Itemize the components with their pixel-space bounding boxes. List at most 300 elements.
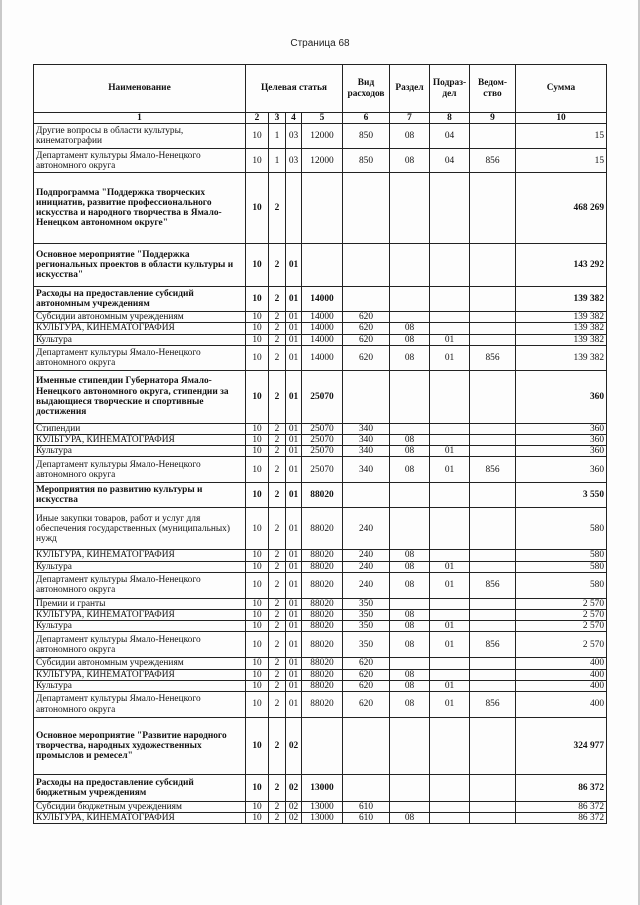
row-subsection	[430, 323, 470, 334]
row-department	[470, 423, 516, 434]
row-expense-type: 610	[343, 813, 390, 824]
row-subsection: 04	[430, 149, 470, 173]
column-number: 8	[430, 113, 470, 124]
row-target-event: 01	[286, 561, 302, 572]
row-section: 08	[390, 610, 430, 621]
row-subsection: 01	[430, 632, 470, 658]
row-section: 08	[390, 813, 430, 824]
table-row	[34, 598, 607, 609]
row-expense-type: 850	[343, 149, 390, 173]
row-name: Субсидии бюджетным учреждениям	[34, 802, 246, 813]
row-target-program: 10	[246, 334, 269, 345]
row-name: Расходы на предоставление субсидий автономным учреждениям	[34, 287, 246, 312]
row-target-subprogram: 2	[269, 287, 286, 312]
row-expense-type: 610	[343, 802, 390, 813]
row-target-code: 12000	[302, 149, 343, 173]
row-subsection: 01	[430, 692, 470, 718]
row-name: Культура	[34, 680, 246, 691]
row-expense-type	[343, 244, 390, 287]
row-target-event: 02	[286, 802, 302, 813]
row-target-program: 10	[246, 287, 269, 312]
row-target-subprogram: 2	[269, 446, 286, 457]
row-subsection: 01	[430, 446, 470, 457]
row-expense-type: 850	[343, 124, 390, 149]
row-target-program: 10	[246, 632, 269, 658]
row-expense-type: 350	[343, 621, 390, 632]
row-section	[390, 598, 430, 609]
row-expense-type	[343, 718, 390, 775]
table-row	[34, 124, 607, 149]
row-name: Культура	[34, 561, 246, 572]
row-name: Департамент культуры Ямало-Ненецкого автономного округа	[34, 149, 246, 173]
row-target-program: 10	[246, 423, 269, 434]
row-sum: 15	[516, 124, 607, 149]
row-section	[390, 423, 430, 434]
row-section: 08	[390, 632, 430, 658]
row-name: Субсидии автономным учреждениям	[34, 658, 246, 669]
header-section: Раздел	[390, 65, 430, 113]
row-sum: 2 570	[516, 621, 607, 632]
row-expense-type: 240	[343, 550, 390, 561]
table-row	[34, 323, 607, 334]
row-name: Подпрограмма "Поддержка творческих инициатив, развитие профессионального искусства и народного творчества в Ямало-Ненецком автономном округе"	[34, 173, 246, 244]
row-target-program: 10	[246, 610, 269, 621]
row-department	[470, 775, 516, 802]
row-expense-type	[343, 775, 390, 802]
row-name: Департамент культуры Ямало-Ненецкого автономного округа	[34, 345, 246, 370]
row-name: Иные закупки товаров, работ и услуг для обеспечения государственных (муниципальных) нужд	[34, 508, 246, 550]
row-target-event: 01	[286, 508, 302, 550]
row-sum: 2 570	[516, 632, 607, 658]
row-section: 08	[390, 149, 430, 173]
row-target-program: 10	[246, 446, 269, 457]
row-department	[470, 680, 516, 691]
row-section: 08	[390, 572, 430, 598]
row-department	[470, 435, 516, 446]
header-target: Целевая статья	[246, 65, 343, 113]
header-exp-type: Вид расходов	[343, 65, 390, 113]
row-target-event: 01	[286, 621, 302, 632]
row-sum: 139 382	[516, 312, 607, 323]
row-target-subprogram: 2	[269, 775, 286, 802]
table-row	[34, 561, 607, 572]
row-subsection	[430, 423, 470, 434]
row-expense-type: 620	[343, 669, 390, 680]
column-number-row	[34, 113, 607, 124]
row-expense-type: 350	[343, 632, 390, 658]
row-subsection: 01	[430, 457, 470, 483]
column-number: 1	[34, 113, 246, 124]
column-number: 5	[302, 113, 343, 124]
table-row	[34, 345, 607, 370]
row-target-subprogram: 2	[269, 680, 286, 691]
row-department	[470, 370, 516, 423]
row-target-program: 10	[246, 244, 269, 287]
row-target-event: 01	[286, 370, 302, 423]
table-row	[34, 692, 607, 718]
row-sum: 400	[516, 692, 607, 718]
row-name: Стипендии	[34, 423, 246, 434]
row-target-event: 01	[286, 345, 302, 370]
row-target-program: 10	[246, 435, 269, 446]
row-department	[470, 287, 516, 312]
row-target-code: 25070	[302, 435, 343, 446]
row-target-code: 14000	[302, 312, 343, 323]
row-department	[470, 508, 516, 550]
table-row	[34, 173, 607, 244]
row-name: Департамент культуры Ямало-Ненецкого автономного округа	[34, 632, 246, 658]
row-target-code: 88020	[302, 669, 343, 680]
row-target-event: 01	[286, 446, 302, 457]
row-target-code	[302, 718, 343, 775]
table-row	[34, 669, 607, 680]
row-subsection	[430, 718, 470, 775]
row-name: Расходы на предоставление субсидий бюджетным учреждениям	[34, 775, 246, 802]
table-row	[34, 446, 607, 457]
page-number: Страница 68	[290, 38, 350, 49]
row-target-event: 01	[286, 334, 302, 345]
row-name: Культура	[34, 446, 246, 457]
row-target-program: 10	[246, 173, 269, 244]
row-target-code: 88020	[302, 610, 343, 621]
row-section	[390, 244, 430, 287]
row-target-subprogram: 2	[269, 435, 286, 446]
row-sum: 86 372	[516, 802, 607, 813]
row-name: КУЛЬТУРА, КИНЕМАТОГРАФИЯ	[34, 669, 246, 680]
row-target-code: 14000	[302, 345, 343, 370]
row-name: КУЛЬТУРА, КИНЕМАТОГРАФИЯ	[34, 550, 246, 561]
row-sum: 580	[516, 550, 607, 561]
row-sum: 86 372	[516, 775, 607, 802]
row-target-event: 01	[286, 632, 302, 658]
table-row	[34, 287, 607, 312]
column-number: 4	[286, 113, 302, 124]
row-subsection	[430, 435, 470, 446]
table-row	[34, 813, 607, 824]
row-target-subprogram: 2	[269, 598, 286, 609]
row-name: Департамент культуры Ямало-Ненецкого автономного округа	[34, 572, 246, 598]
row-name: КУЛЬТУРА, КИНЕМАТОГРАФИЯ	[34, 610, 246, 621]
row-target-code: 88020	[302, 561, 343, 572]
row-name: Премии и гранты	[34, 598, 246, 609]
row-section: 08	[390, 446, 430, 457]
row-section: 08	[390, 435, 430, 446]
row-sum: 400	[516, 658, 607, 669]
row-target-subprogram: 2	[269, 561, 286, 572]
row-expense-type: 620	[343, 692, 390, 718]
table-row	[34, 244, 607, 287]
row-section	[390, 312, 430, 323]
row-target-event: 02	[286, 813, 302, 824]
row-target-program: 10	[246, 718, 269, 775]
row-section: 08	[390, 334, 430, 345]
row-target-subprogram: 2	[269, 323, 286, 334]
row-target-code: 14000	[302, 287, 343, 312]
row-sum: 360	[516, 370, 607, 423]
row-target-program: 10	[246, 457, 269, 483]
row-target-code: 88020	[302, 692, 343, 718]
row-sum: 3 550	[516, 483, 607, 508]
row-name: КУЛЬТУРА, КИНЕМАТОГРАФИЯ	[34, 323, 246, 334]
row-department: 856	[470, 572, 516, 598]
row-target-subprogram: 2	[269, 621, 286, 632]
table-row	[34, 508, 607, 550]
row-section: 08	[390, 550, 430, 561]
row-target-subprogram: 2	[269, 508, 286, 550]
row-target-event: 02	[286, 775, 302, 802]
row-subsection	[430, 483, 470, 508]
row-target-code: 88020	[302, 550, 343, 561]
row-target-code: 25070	[302, 370, 343, 423]
table-row	[34, 658, 607, 669]
row-target-code: 88020	[302, 680, 343, 691]
row-subsection	[430, 287, 470, 312]
column-number: 10	[516, 113, 607, 124]
row-sum: 580	[516, 508, 607, 550]
row-department: 856	[470, 692, 516, 718]
row-expense-type: 620	[343, 334, 390, 345]
row-subsection	[430, 312, 470, 323]
row-target-subprogram: 2	[269, 658, 286, 669]
row-name: Департамент культуры Ямало-Ненецкого автономного округа	[34, 692, 246, 718]
row-expense-type: 620	[343, 658, 390, 669]
row-target-subprogram: 2	[269, 173, 286, 244]
row-name: КУЛЬТУРА, КИНЕМАТОГРАФИЯ	[34, 813, 246, 824]
row-target-program: 10	[246, 345, 269, 370]
row-target-subprogram: 2	[269, 669, 286, 680]
row-target-event: 01	[286, 598, 302, 609]
row-department	[470, 802, 516, 813]
row-target-program: 10	[246, 370, 269, 423]
row-expense-type	[343, 287, 390, 312]
row-department	[470, 124, 516, 149]
row-target-program: 10	[246, 323, 269, 334]
row-subsection	[430, 802, 470, 813]
row-target-code: 25070	[302, 446, 343, 457]
row-target-event: 03	[286, 124, 302, 149]
row-target-subprogram: 2	[269, 312, 286, 323]
row-section	[390, 775, 430, 802]
row-department	[470, 446, 516, 457]
row-expense-type: 620	[343, 680, 390, 691]
header-name: Наименование	[34, 65, 246, 113]
row-name: Основное мероприятие "Поддержка региональных проектов в области культуры и искусства"	[34, 244, 246, 287]
row-subsection	[430, 610, 470, 621]
row-target-program: 10	[246, 149, 269, 173]
row-target-event: 01	[286, 550, 302, 561]
row-target-event: 01	[286, 435, 302, 446]
row-section: 08	[390, 323, 430, 334]
row-target-event: 01	[286, 572, 302, 598]
row-target-code: 88020	[302, 658, 343, 669]
row-target-code: 14000	[302, 334, 343, 345]
row-sum: 86 372	[516, 813, 607, 824]
row-sum: 2 570	[516, 610, 607, 621]
row-name: Другие вопросы в области культуры, кинематографии	[34, 124, 246, 149]
row-target-code	[302, 173, 343, 244]
row-department	[470, 312, 516, 323]
row-target-subprogram: 2	[269, 550, 286, 561]
row-expense-type	[343, 370, 390, 423]
row-target-program: 10	[246, 124, 269, 149]
row-target-subprogram: 2	[269, 572, 286, 598]
row-sum: 468 269	[516, 173, 607, 244]
row-target-code: 25070	[302, 457, 343, 483]
row-section: 08	[390, 561, 430, 572]
row-subsection	[430, 508, 470, 550]
row-expense-type: 350	[343, 610, 390, 621]
table-row	[34, 435, 607, 446]
table-row	[34, 621, 607, 632]
row-subsection	[430, 658, 470, 669]
row-department: 856	[470, 345, 516, 370]
table-row	[34, 718, 607, 775]
row-section	[390, 718, 430, 775]
row-section: 08	[390, 621, 430, 632]
row-section	[390, 483, 430, 508]
row-target-event: 01	[286, 323, 302, 334]
row-expense-type: 340	[343, 423, 390, 434]
row-expense-type: 340	[343, 446, 390, 457]
row-target-subprogram: 1	[269, 149, 286, 173]
row-target-subprogram: 1	[269, 124, 286, 149]
row-sum: 139 382	[516, 334, 607, 345]
column-number: 6	[343, 113, 390, 124]
column-number: 2	[246, 113, 269, 124]
row-target-event: 01	[286, 658, 302, 669]
row-sum: 400	[516, 669, 607, 680]
row-subsection: 01	[430, 680, 470, 691]
row-target-event: 03	[286, 149, 302, 173]
row-target-code: 88020	[302, 632, 343, 658]
row-expense-type: 340	[343, 457, 390, 483]
row-section	[390, 173, 430, 244]
table-row	[34, 775, 607, 802]
row-target-code	[302, 244, 343, 287]
row-subsection: 01	[430, 334, 470, 345]
row-section	[390, 658, 430, 669]
table-row	[34, 802, 607, 813]
row-target-subprogram: 2	[269, 632, 286, 658]
row-target-event	[286, 173, 302, 244]
row-target-program: 10	[246, 692, 269, 718]
row-sum: 580	[516, 572, 607, 598]
row-sum: 360	[516, 446, 607, 457]
row-target-subprogram: 2	[269, 457, 286, 483]
row-department	[470, 598, 516, 609]
row-expense-type: 620	[343, 345, 390, 370]
row-name: Культура	[34, 334, 246, 345]
row-department: 856	[470, 149, 516, 173]
row-expense-type: 620	[343, 312, 390, 323]
row-target-event: 01	[286, 312, 302, 323]
row-expense-type	[343, 483, 390, 508]
row-subsection: 01	[430, 561, 470, 572]
row-subsection: 04	[430, 124, 470, 149]
table-row	[34, 457, 607, 483]
table-row	[34, 572, 607, 598]
row-expense-type: 350	[343, 598, 390, 609]
row-target-event: 01	[286, 669, 302, 680]
row-department	[470, 334, 516, 345]
row-section: 08	[390, 124, 430, 149]
row-expense-type: 240	[343, 561, 390, 572]
row-section: 08	[390, 457, 430, 483]
row-target-subprogram: 2	[269, 692, 286, 718]
row-target-program: 10	[246, 550, 269, 561]
row-sum: 580	[516, 561, 607, 572]
row-subsection: 01	[430, 621, 470, 632]
table-row	[34, 334, 607, 345]
row-subsection	[430, 173, 470, 244]
row-target-program: 10	[246, 572, 269, 598]
row-target-event: 02	[286, 718, 302, 775]
row-target-program: 10	[246, 312, 269, 323]
table-row	[34, 550, 607, 561]
row-target-subprogram: 2	[269, 483, 286, 508]
row-target-program: 10	[246, 669, 269, 680]
row-department	[470, 669, 516, 680]
header-sum: Сумма	[516, 65, 607, 113]
row-department	[470, 621, 516, 632]
row-subsection	[430, 598, 470, 609]
row-name: КУЛЬТУРА, КИНЕМАТОГРАФИЯ	[34, 435, 246, 446]
row-section	[390, 802, 430, 813]
row-target-code: 25070	[302, 423, 343, 434]
row-subsection	[430, 669, 470, 680]
row-name: Основное мероприятие "Развитие народного творчества, народных художественных промыслов и ремесел"	[34, 718, 246, 775]
row-department	[470, 561, 516, 572]
scan-left-edge	[0, 0, 2, 905]
row-target-event: 01	[286, 287, 302, 312]
row-target-subprogram: 2	[269, 345, 286, 370]
row-name: Департамент культуры Ямало-Ненецкого автономного округа	[34, 457, 246, 483]
row-name: Культура	[34, 621, 246, 632]
row-section: 08	[390, 692, 430, 718]
table-body	[34, 124, 607, 824]
row-target-subprogram: 2	[269, 423, 286, 434]
row-section: 08	[390, 680, 430, 691]
row-target-subprogram: 2	[269, 610, 286, 621]
row-expense-type: 340	[343, 435, 390, 446]
column-number: 3	[269, 113, 286, 124]
row-target-program: 10	[246, 775, 269, 802]
header-subsection: Подраз-дел	[430, 65, 470, 113]
row-target-event: 01	[286, 244, 302, 287]
row-target-code: 13000	[302, 813, 343, 824]
row-sum: 400	[516, 680, 607, 691]
column-number: 9	[470, 113, 516, 124]
row-target-code: 12000	[302, 124, 343, 149]
row-section: 08	[390, 669, 430, 680]
row-target-event: 01	[286, 610, 302, 621]
table-row	[34, 610, 607, 621]
row-subsection	[430, 775, 470, 802]
row-sum: 2 570	[516, 598, 607, 609]
row-sum: 143 292	[516, 244, 607, 287]
budget-table	[33, 64, 607, 824]
row-department	[470, 550, 516, 561]
row-department	[470, 658, 516, 669]
row-target-code: 88020	[302, 483, 343, 508]
row-target-subprogram: 2	[269, 334, 286, 345]
row-target-event: 01	[286, 457, 302, 483]
row-expense-type: 240	[343, 508, 390, 550]
row-target-program: 10	[246, 561, 269, 572]
row-department	[470, 483, 516, 508]
row-target-program: 10	[246, 813, 269, 824]
row-sum: 139 382	[516, 345, 607, 370]
